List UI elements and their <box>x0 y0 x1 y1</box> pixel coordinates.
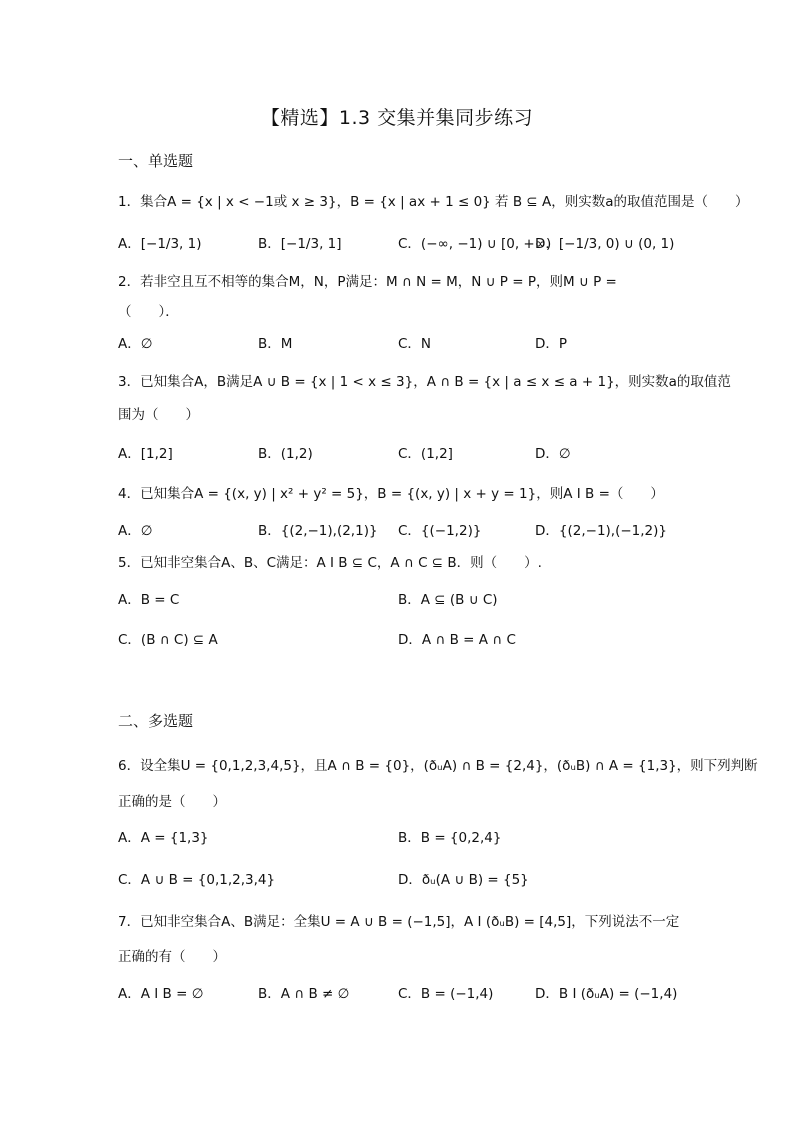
question-1-option-a: A．[−1/3, 1) <box>118 236 202 252</box>
page-title: 【精选】1.3 交集并集同步练习 <box>260 107 534 129</box>
question-4-option-b: B．{(2,−1),(2,1)} <box>258 523 378 539</box>
question-4-option-c: C．{(−1,2)} <box>398 523 482 539</box>
question-5-option-d: D．A ∩ B = A ∩ C <box>398 632 516 648</box>
question-2-option-d: D．P <box>535 336 568 352</box>
question-6-option-d: D．ðᵤ(A ∪ B) = {5} <box>398 872 529 888</box>
question-7-stem-line-1: 7．已知非空集合A、B满足：全集U = A ∪ B = (−1,5]，A I (ðᵤB) = [4,5]，下列说法不一定 <box>118 914 680 930</box>
question-3-option-c: C．(1,2] <box>398 446 453 462</box>
question-4-stem: 4．已知集合A = {(x, y) | x² + y² = 5}，B = {(x, y) | x + y = 1}，则A I B =（ ） <box>118 486 664 502</box>
question-6-option-c: C．A ∪ B = {0,1,2,3,4} <box>118 872 276 888</box>
question-1-stem: 1．集合A = {x | x < −1或 x ≥ 3}，B = {x | ax + 1 ≤ 0} 若 B ⊆ A，则实数a的取值范围是（ ） <box>118 194 749 210</box>
question-3-option-d: D．∅ <box>535 446 571 462</box>
question-3-option-a: A．[1,2] <box>118 446 173 462</box>
question-5-option-c: C．(B ∩ C) ⊆ A <box>118 632 218 648</box>
question-7-option-c: C．B = (−1,4) <box>398 986 494 1002</box>
question-4-option-d: D．{(2,−1),(−1,2)} <box>535 523 667 539</box>
question-2-option-a: A．∅ <box>118 336 153 352</box>
question-1-option-c: C．(−∞, −1) ∪ [0, +∞) <box>398 236 552 252</box>
question-6-option-b: B．B = {0,2,4} <box>398 830 502 846</box>
question-7-option-d: D．B I (ðᵤA) = (−1,4) <box>535 986 678 1002</box>
question-5-option-b: B．A ⊆ (B ∪ C) <box>398 592 498 608</box>
question-6-stem-line-1: 6．设全集U = {0,1,2,3,4,5}，且A ∩ B = {0}，(ðᵤA) ∩ B = {2,4}，(ðᵤB) ∩ A = {1,3}，则下列判断 <box>118 758 758 774</box>
question-5-stem: 5．已知非空集合A、B、C满足：A I B ⊆ C，A ∩ C ⊆ B．则（ ）. <box>118 555 542 571</box>
question-1-option-b: B．[−1/3, 1] <box>258 236 342 252</box>
question-3-option-b: B．(1,2) <box>258 446 313 462</box>
question-5-option-a: A．B = C <box>118 592 180 608</box>
section-heading-single: 一、单选题 <box>118 152 194 170</box>
question-7-option-a: A．A I B = ∅ <box>118 986 204 1002</box>
question-7-stem-line-2: 正确的有（ ） <box>118 949 226 965</box>
question-3-stem-line-1: 3．已知集合A，B满足A ∪ B = {x | 1 < x ≤ 3}，A ∩ B = {x | a ≤ x ≤ a + 1}，则实数a的取值范 <box>118 374 731 390</box>
section-heading-multi: 二、多选题 <box>118 712 194 730</box>
question-6-option-a: A．A = {1,3} <box>118 830 209 846</box>
question-6-stem-line-2: 正确的是（ ） <box>118 794 226 810</box>
question-1-option-d: D．[−1/3, 0) ∪ (0, 1) <box>535 236 675 252</box>
question-3-stem-line-2: 围为（ ） <box>118 407 199 423</box>
question-2-option-b: B．M <box>258 336 293 352</box>
question-4-option-a: A．∅ <box>118 523 153 539</box>
question-7-option-b: B．A ∩ B ≠ ∅ <box>258 986 350 1002</box>
question-2-option-c: C．N <box>398 336 432 352</box>
question-2-stem-line-2: （ ）． <box>118 304 179 320</box>
question-2-stem-line-1: 2．若非空且互不相等的集合M，N，P满足：M ∩ N = M，N ∪ P = P，则M ∪ P = <box>118 274 617 290</box>
